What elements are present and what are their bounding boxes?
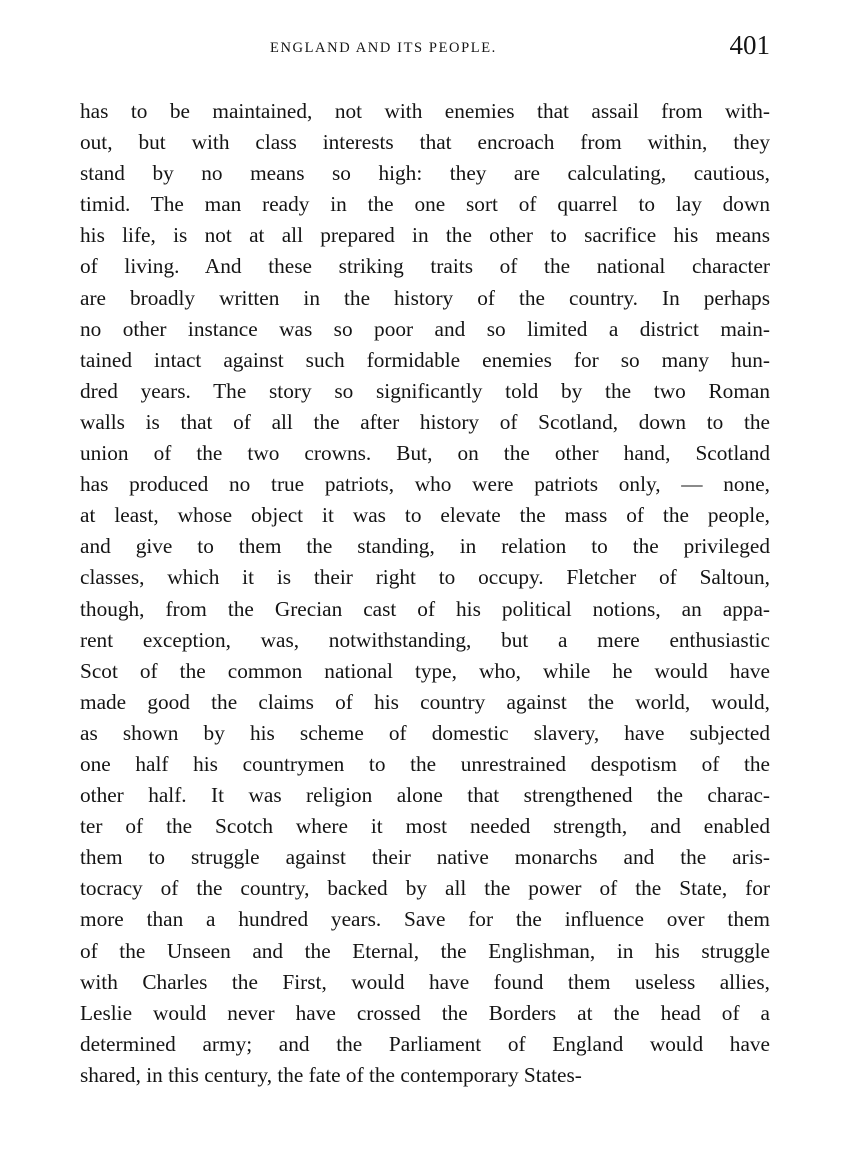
text-line: out, but with class interests that encroach from within, they [80,130,770,155]
text-line: determined army; and the Parliament of England would have [80,1031,770,1056]
text-line: other half. It was religion alone that strengthened the charac- [80,783,770,808]
text-line: no other instance was so poor and so limited a district main- [80,316,770,341]
text-line: with Charles the First, would have found them useless allies, [80,969,770,994]
text-line: and give to them the standing, in relation to the privileged [80,534,770,559]
body-text [80,96,770,1091]
text-line: Scot of the common national type, who, while he would have [80,658,770,683]
text-line: timid. The man ready in the one sort of quarrel to lay down [80,192,770,217]
text-line: as shown by his scheme of domestic slavery, have subjected [80,720,770,745]
text-line: ter of the Scotch where it most needed strength, and enabled [80,814,770,839]
text-line: one half his countrymen to the unrestrained despotism of the [80,751,770,776]
text-line: tained intact against such formidable enemies for so many hun- [80,347,770,372]
text-line: has to be maintained, not with enemies that assail from with- [80,99,770,123]
page-number: 401 [729,30,770,60]
text-line: of the Unseen and the Eternal, the Englishman, in his struggle [80,938,770,963]
text-line: Leslie would never have crossed the Borders at the head of a [80,1000,770,1025]
text-line: though, from the Grecian cast of his political notions, an appa- [80,596,770,621]
text-line: them to struggle against their native monarchs and the aris- [80,845,770,870]
text-line: shared, in this century, the fate of the contemporary States- [80,1062,582,1087]
text-line: tocracy of the country, backed by all the power of the State, for [80,876,770,901]
text-line: rent exception, was, notwithstanding, but a mere enthusiastic [80,627,770,652]
running-title: ENGLAND AND ITS PEOPLE. [270,40,497,56]
text-line: dred years. The story so significantly told by the two Roman [80,378,770,403]
text-line: walls is that of all the after history of Scotland, down to the [80,409,770,434]
text-line: are broadly written in the history of the country. In perhaps [80,285,770,310]
text-line: union of the two crowns. But, on the other hand, Scotland [80,441,770,466]
text-line: of living. And these striking traits of the national character [80,254,770,279]
text-line: classes, which it is their right to occupy. Fletcher of Saltoun, [80,565,770,590]
text-line: more than a hundred years. Save for the influence over them [80,907,770,932]
text-line: has produced no true patriots, who were patriots only, — none, [80,472,770,497]
text-line: at least, whose object it was to elevate the mass of the people, [80,503,770,528]
text-line: made good the claims of his country against the world, would, [80,689,770,714]
running-header [80,30,770,70]
text-line: his life, is not at all prepared in the other to sacrifice his means [80,223,770,248]
text-line: stand by no means so high: they are calculating, cautious, [80,161,770,186]
